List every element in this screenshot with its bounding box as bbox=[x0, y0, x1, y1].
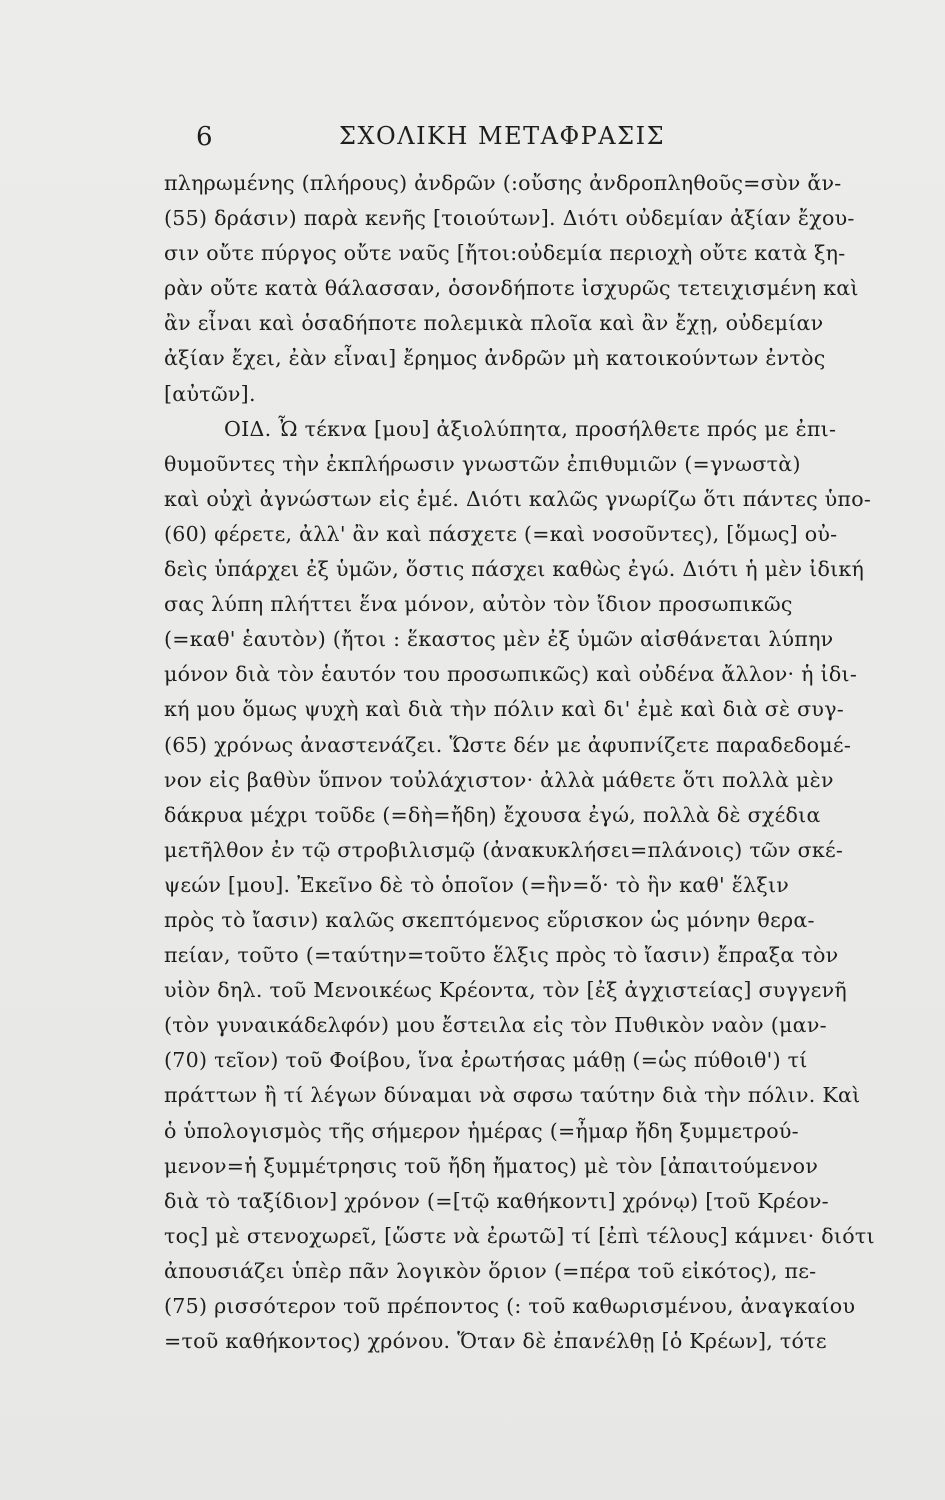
text-line: καὶ οὐχὶ ἀγνώστων εἰς ἐμέ. Διότι καλῶς γνωρίζω ὅτι πάντες ὑπο- bbox=[164, 486, 872, 511]
text-line: (=καθ' ἑαυτὸν) (ἤτοι : ἕκαστος μὲν ἐξ ὑμῶν αἰσθάνεται λύπην bbox=[164, 627, 834, 652]
text-line: (60) φέρετε, ἀλλ' ἂν καὶ πάσχετε (=καὶ νοσοῦντες), [ὅμως] οὐ- bbox=[164, 521, 838, 546]
text-line: [αὐτῶν]. bbox=[164, 381, 256, 406]
text-line: τος] μὲ στενοχωρεῖ, [ὥστε νὰ ἐρωτῶ] τί [ἐπὶ τέλους] κάμνει· διότι bbox=[164, 1223, 875, 1248]
text-line: =τοῦ καθήκοντος) χρόνου. Ὅταν δὲ ἐπανέλθῃ [ὁ Κρέων], τότε bbox=[164, 1329, 827, 1354]
text-line: πείαν, τοῦτο (=ταύτην=τοῦτο ἕλξις πρὸς τὸ ἴασιν) ἔπραξα τὸν bbox=[164, 943, 839, 968]
text-line: ΟΙΔ. Ὦ τέκνα [μου] ἀξιολύπητα, προσήλθετε πρός με ἐπι- bbox=[224, 416, 837, 441]
text-line: δεὶς ὑπάρχει ἐξ ὑμῶν, ὅστις πάσχει καθὼς ἐγώ. Διότι ἡ μὲν ἰδική bbox=[164, 557, 865, 582]
text-line: δάκρυα μέχρι τοῦδε (=δὴ=ἤδη) ἔχουσα ἐγώ, πολλὰ δὲ σχέδια bbox=[164, 802, 821, 827]
text-line: θυμοῦντες τὴν ἐκπλήρωσιν γνωστῶν ἐπιθυμιῶν (=γνωστὰ) bbox=[164, 451, 801, 476]
page-header bbox=[196, 122, 816, 162]
text-line: ἀξίαν ἔχει, ἐὰν εἶναι] ἔρημος ἀνδρῶν μὴ κατοικούντων ἐντὸς bbox=[164, 346, 826, 371]
text-line: σας λύπη πλήττει ἕνα μόνον, αὐτὸν τὸν ἴδιον προσωπικῶς bbox=[164, 592, 793, 617]
text-line: μόνον διὰ τὸν ἑαυτόν του προσωπικῶς) καὶ οὐδένα ἄλλον· ἡ ἰδι- bbox=[164, 662, 858, 687]
text-line: (τὸν γυναικάδελφόν) μου ἔστειλα εἰς τὸν Πυθικὸν ναὸν (μαν- bbox=[164, 1013, 827, 1038]
text-line: ὁ ὑπολογισμὸς τῆς σήμερον ἡμέρας (=ἦμαρ ἤδη ξυμμετρού- bbox=[164, 1118, 799, 1143]
translation-text bbox=[164, 166, 940, 1359]
text-line: μετῆλθον ἐν τῷ στροβιλισμῷ (ἀνακυκλήσει=πλάνοις) τῶν σκέ- bbox=[164, 837, 844, 862]
text-line: πράττων ἢ τί λέγων δύναμαι νὰ σφσω ταύτην διὰ τὴν πόλιν. Καὶ bbox=[164, 1083, 861, 1108]
text-line: υἱὸν δηλ. τοῦ Μενοικέως Κρέοντα, τὸν [ἐξ ἀγχιστείας] συγγενῆ bbox=[164, 978, 847, 1003]
text-line: σιν οὔτε πύργος οὔτε ναῦς [ἤτοι:οὐδεμία περιοχὴ οὔτε κατὰ ξη- bbox=[164, 241, 846, 266]
text-line: (75) ρισσότερον τοῦ πρέποντος (: τοῦ καθωρισμένου, ἀναγκαίου bbox=[164, 1294, 856, 1318]
page-number: 6 bbox=[196, 122, 214, 152]
text-line: ψεών [μου]. Ἐκεῖνο δὲ τὸ ὁποῖον (=ἣν=ὅ· τὸ ἣν καθ' ἕλξιν bbox=[164, 872, 790, 897]
text-line: πρὸς τὸ ἴασιν) καλῶς σκεπτόμενος εὕρισκον ὡς μόνην θερα- bbox=[164, 907, 815, 932]
text-line: μενον=ἡ ξυμμέτρησις τοῦ ἤδη ἤματος) μὲ τὸν [ἀπαιτούμενον bbox=[164, 1153, 819, 1178]
running-title: ΣΧΟΛΙΚΗ ΜΕΤΑΦΡΑΣΙΣ bbox=[339, 122, 666, 150]
text-line: ἀπουσιάζει ὑπὲρ πᾶν λογικὸν ὅριον (=πέρα τοῦ εἰκότος), πε- bbox=[164, 1258, 817, 1283]
text-line: (65) χρόνως ἀναστενάζει. Ὥστε δέν με ἀφυπνίζετε παραδεδομέ- bbox=[164, 732, 852, 757]
text-line: (55) δράσιν) παρὰ κενῆς [τοιούτων]. Διότι οὐδεμίαν ἀξίαν ἔχου- bbox=[164, 206, 855, 231]
text-line: νον εἰς βαθὺν ὕπνον τοὐλάχιστον· ἀλλὰ μάθετε ὅτι πολλὰ μὲν bbox=[164, 767, 834, 792]
text-line: ἂν εἶναι καὶ ὁσαδήποτε πολεμικὰ πλοῖα καὶ ἂν ἔχῃ, οὐδεμίαν bbox=[164, 311, 824, 336]
text-line: πληρωμένης (πλήρους) ἀνδρῶν (:οὔσης ἀνδροπληθοῦς=σὺν ἄν- bbox=[164, 171, 842, 195]
text-line: (70) τεῖον) τοῦ Φοίβου, ἵνα ἐρωτήσας μάθῃ (=ὡς πύθοιθ') τί bbox=[164, 1048, 808, 1073]
text-line: κή μου ὅμως ψυχὴ καὶ διὰ τὴν πόλιν καὶ δι' ἐμὲ καὶ διὰ σὲ συγ- bbox=[164, 697, 844, 722]
text-line: διὰ τὸ ταξίδιον] χρόνον (=[τῷ καθήκοντι] χρόνῳ) [τοῦ Κρέον- bbox=[164, 1188, 829, 1213]
text-line: ρὰν οὔτε κατὰ θάλασσαν, ὁσονδήποτε ἰσχυρῶς τετειχισμένη καὶ bbox=[164, 276, 859, 301]
